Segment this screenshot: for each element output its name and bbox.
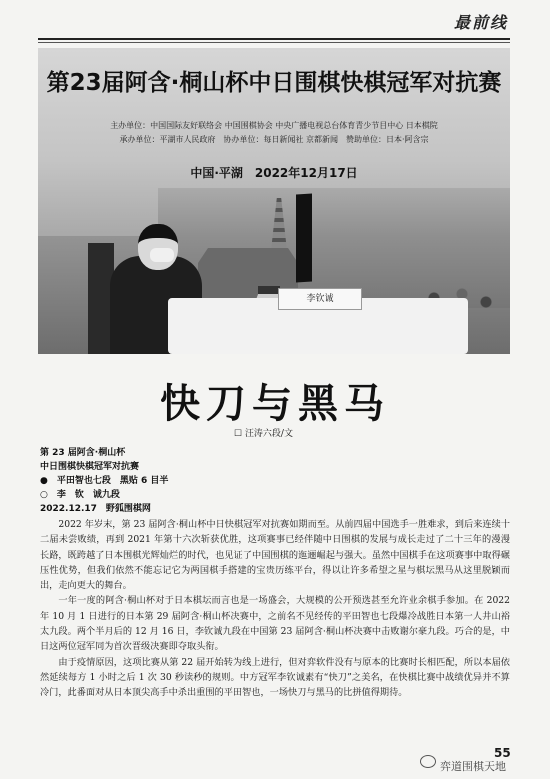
top-rule-thin bbox=[38, 42, 510, 43]
monitor bbox=[296, 193, 312, 282]
top-rule bbox=[38, 38, 510, 40]
banner-organizers: 主办单位：中国国际友好联络会 中国围棋协会 中央广播电视总台体育青少节目中心 日本棋院 bbox=[110, 121, 438, 130]
article-body bbox=[40, 517, 510, 701]
info-line: ● 平田智也七段 黑贴 6 目半 bbox=[40, 476, 169, 486]
mouse bbox=[258, 286, 280, 294]
banner-title: 第23届阿含·桐山杯中日围棋快棋冠军对抗赛 bbox=[46, 70, 502, 96]
page-number: 55 bbox=[494, 746, 511, 760]
banner-date: 中国·平湖 2022年12月17日 bbox=[190, 166, 358, 180]
nameplate: 李钦诚 bbox=[278, 288, 362, 310]
info-line: 中日围棋快棋冠军对抗赛 bbox=[40, 462, 140, 472]
section-label: 最前线 bbox=[453, 13, 508, 32]
banner-support: 承办单位：平湖市人民政府 协办单位：每日新闻社 京都新闻 赞助单位：日本·阿含宗 bbox=[119, 135, 429, 144]
paragraph: 2022 年岁末，第 23 届阿含·桐山杯中日快棋冠军对抗赛如期而至。从前四届中国选手一胜难求，到后来连续十二届未尝败绩，再到 2021 年第十六次斩获优胜，这项赛事已经伴随中日围棋的发展与成长走过了二十三年的漫漫长路，既跨越了日本围棋光辉灿烂的时代，也见证了中国围棋的迤逦崛起与强大。虽然中国棋手在这项赛事中取得碾压性优势，但我们依然不能忘记它为两国棋手搭建的宝贵历练平台，得以让许多希望之星与棋坛黑马从这里脱颖而出，走向更大的舞台。 bbox=[40, 519, 510, 592]
watermark: 弈道围棋天地 bbox=[440, 760, 506, 773]
info-line: ○ 李 钦 诚九段 bbox=[40, 490, 120, 500]
player-head bbox=[138, 224, 178, 270]
article-title: 快刀与黑马 bbox=[160, 381, 390, 427]
wechat-icon bbox=[420, 755, 436, 768]
game-info bbox=[40, 446, 240, 516]
article-author: ☐ 汪涛六段/文 bbox=[234, 429, 293, 439]
info-line: 第 23 届阿含·桐山杯 bbox=[40, 448, 126, 458]
paragraph: 由于疫情原因，这项比赛从第 22 届开始转为线上进行，但对弈软件没有与原本的比赛时长相匹配，所以本届依然延续每方 1 小时之后 1 次 30 秒读秒的规则。中方冠军李钦诚素有“快刀”之美名，在快棋比赛中战绩优异并不算冷门，此番面对从日本顶尖高手中杀出重围的平田智也，一场快刀与黑马的比拼值得期待。 bbox=[40, 656, 510, 699]
event-photo bbox=[38, 48, 510, 354]
info-line: 2022.12.17 野狐围棋网 bbox=[40, 504, 151, 514]
paragraph: 一年一度的阿含·桐山杯对于日本棋坛而言也是一场盛会，大规模的公开预选甚至允许业余棋手参加。在 2022 年 10 月 1 日进行的日本第 29 届阿含·桐山杯决赛中，之前名不见经传的平田智也七段爆冷战胜日本第一人井山裕太九段。两个半月后的 12 月 16 日，李钦诚九段在中国第 23 届阿含·桐山杯决赛中击败谢尔豪九段。巧合的是，中日这两位冠军同为首次晋级决赛即夺取头衔。 bbox=[40, 595, 510, 653]
face-mask bbox=[150, 248, 174, 262]
